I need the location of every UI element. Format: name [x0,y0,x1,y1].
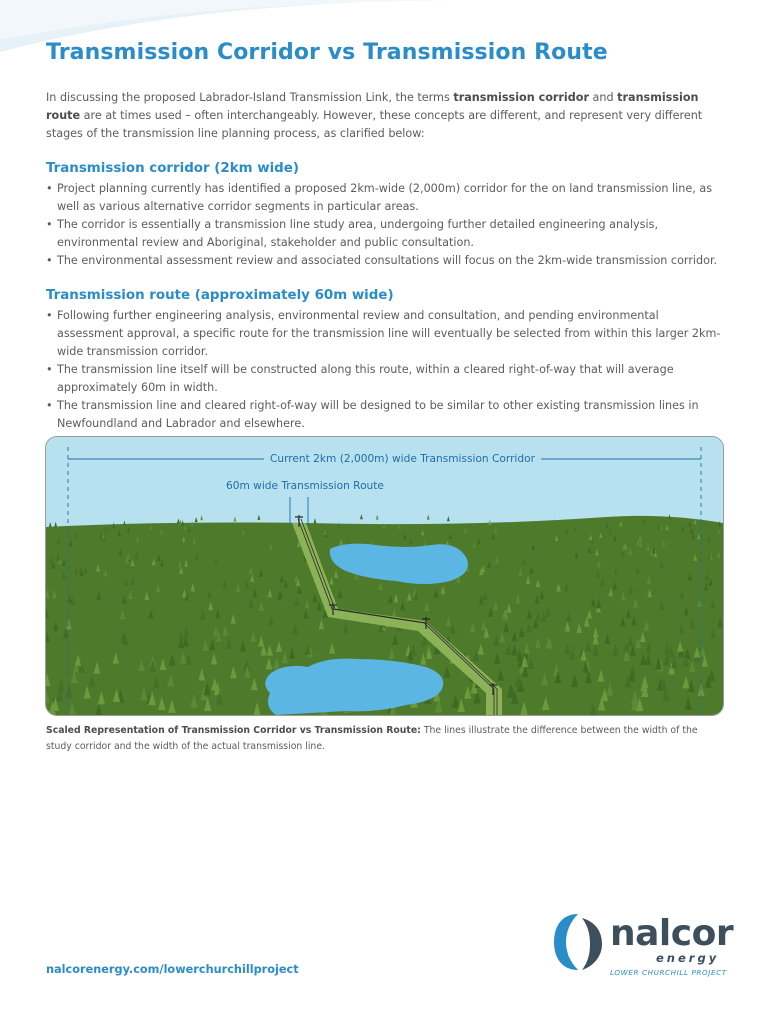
bullet-text: Following further engineering analysis, environmental review and consultation, and pending environmental assessment approval, a specific route for the transmission line will eventually be selected from within this larger 2km-wide transmission corridor. [57,309,721,358]
list-item [46,180,726,216]
logo-subword: energy [656,951,720,965]
page-title: Transmission Corridor vs Transmission Route [46,40,608,65]
bullet-icon: • [46,218,53,231]
section-heading-corridor: Transmission corridor (2km wide) [46,161,299,176]
route-bullet-list [46,307,726,433]
illustration-caption [46,723,726,755]
list-item [46,397,726,433]
bullet-icon: • [46,254,53,267]
intro-text: and [588,91,618,104]
forest-landscape-image [46,437,723,715]
corridor-label: Current 2km (2,000m) wide Transmission Corridor [264,453,541,465]
bullet-icon: • [46,182,53,195]
caption-text: The lines illustrate the difference between the width of the study corridor and the width of the actual transmission line. [46,725,698,752]
intro-text: are at times used – often interchangeably. However, these concepts are different, and represent very different stages of the transmission line planning process, as clarified below: [46,109,703,140]
intro-term-route: transmission route [46,91,699,122]
list-item [46,307,726,361]
bullet-text: Project planning currently has identified a proposed 2km-wide (2,000m) corridor for the on land transmission line, as well as various alternative corridor segments in particular areas. [57,182,713,213]
logo-wordmark: nalcor [610,913,734,954]
intro-text: In discussing the proposed Labrador-Island Transmission Link, the terms [46,91,454,104]
bullet-text: The transmission line and cleared right-of-way will be designed to be similar to other existing transmission lines in Newfoundland and Labrador and elsewhere. [57,399,699,430]
intro-paragraph [46,89,724,143]
nalcor-logo [552,910,732,985]
list-item [46,216,726,252]
intro-term-corridor: transmission corridor [453,91,589,104]
corridor-illustration [45,436,724,716]
caption-title: Scaled Representation of Transmission Corridor vs Transmission Route: [46,725,421,736]
list-item [46,252,726,270]
logo-tagline: LOWER CHURCHILL PROJECT [610,968,727,977]
bullet-text: The corridor is essentially a transmission line study area, undergoing further detailed engineering analysis, environmental review and Aboriginal, stakeholder and public consultation. [57,218,658,249]
bullet-icon: • [46,399,53,412]
footer-website-link[interactable]: nalcorenergy.com/lowerchurchillproject [46,963,299,976]
list-item [46,361,726,397]
route-label: 60m wide Transmission Route [226,480,384,492]
bullet-icon: • [46,363,53,376]
bullet-text: The transmission line itself will be constructed along this route, within a cleared right-of-way that will average approximately 60m in width. [57,363,674,394]
corridor-bullet-list [46,180,726,270]
bullet-icon: • [46,309,53,322]
bullet-text: The environmental assessment review and associated consultations will focus on the 2km-wide transmission corridor. [57,254,718,267]
section-heading-route: Transmission route (approximately 60m wide) [46,288,394,303]
nalcor-n-icon [552,912,604,972]
